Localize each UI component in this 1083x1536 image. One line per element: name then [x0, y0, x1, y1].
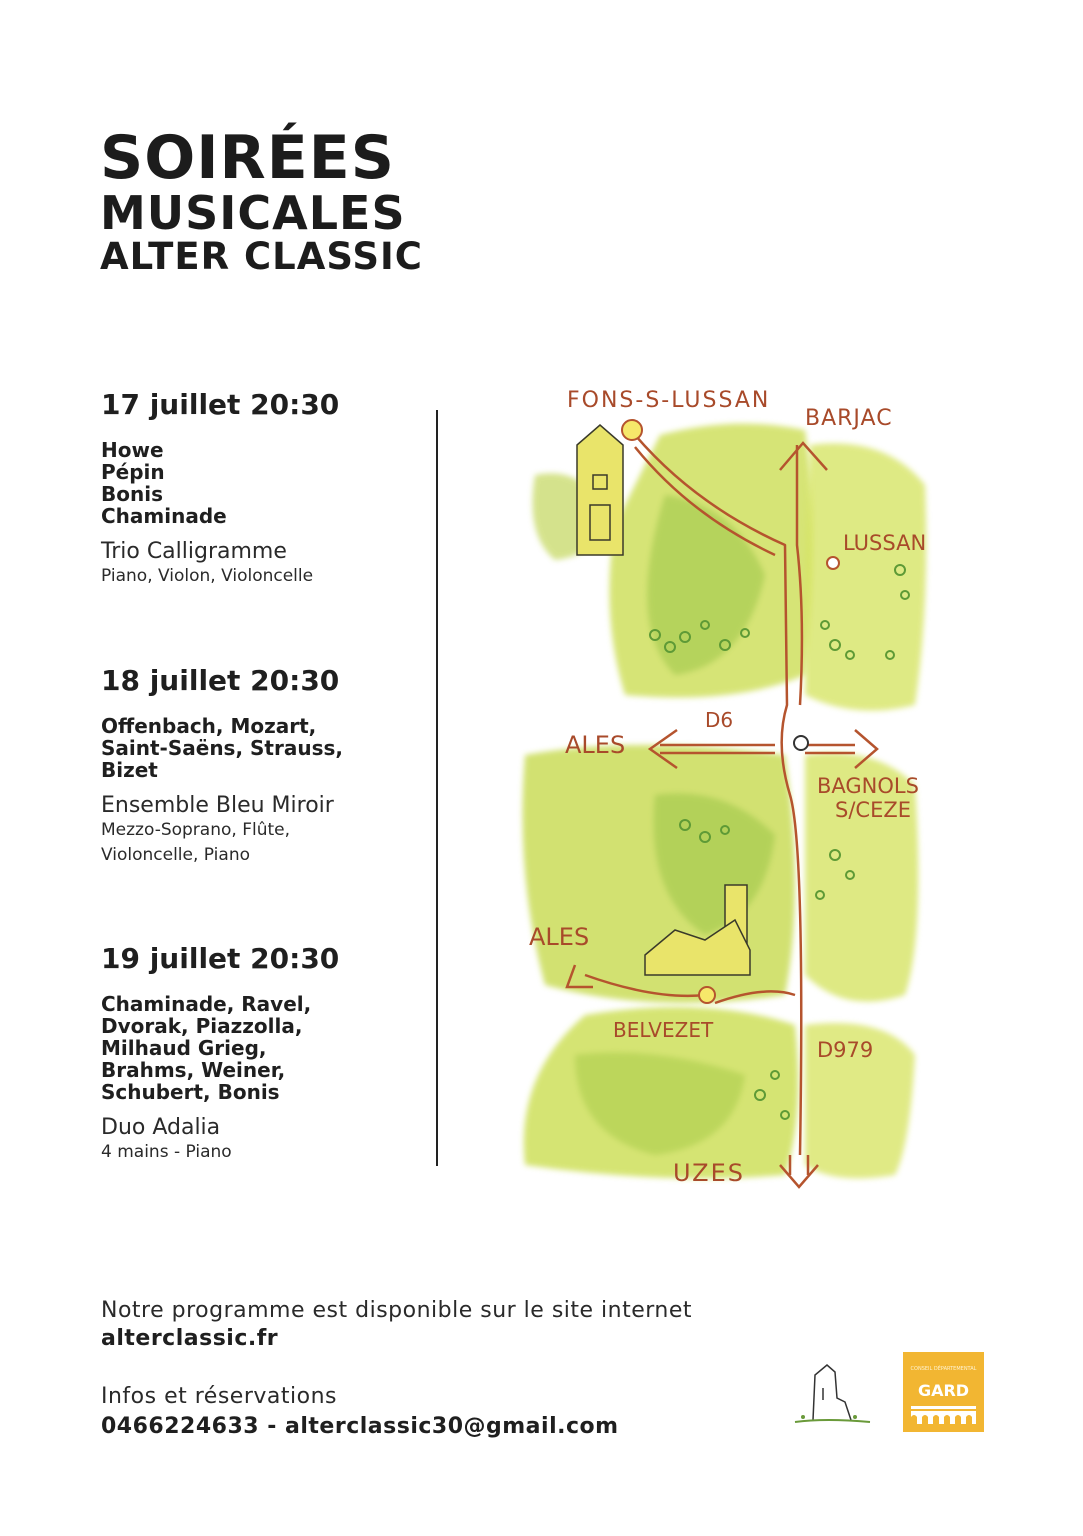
title-line-1: SOIRÉES: [100, 123, 395, 193]
gard-logo-subtitle: CONSEIL DÉPARTEMENTAL: [910, 1366, 977, 1372]
fons-marker: [622, 420, 642, 440]
divider-line: [436, 410, 438, 1166]
programme-text: Notre programme est disponible sur le site internet: [101, 1298, 693, 1323]
composer-line: Saint-Saëns, Strauss,: [101, 736, 343, 760]
event-date: 18 juillet 20:30: [101, 664, 340, 697]
label-d6: D6: [705, 708, 734, 732]
label-fons: FONS-S-LUSSAN: [567, 388, 771, 413]
event-2: [101, 664, 431, 868]
composer-line: Brahms, Weiner,: [101, 1058, 286, 1082]
label-belvezet: BELVEZET: [613, 1018, 714, 1042]
ensemble-name: Duo Adalia: [101, 1115, 221, 1140]
ensemble-name: Trio Calligramme: [101, 539, 287, 564]
instruments-line: Piano, Violon, Violoncelle: [101, 566, 314, 586]
composer-list: [101, 993, 431, 1103]
lussan-marker: [827, 557, 839, 569]
composer-line: Chaminade, Ravel,: [101, 992, 312, 1016]
website-link[interactable]: alterclassic.fr: [101, 1326, 279, 1351]
junction-marker: [794, 736, 808, 750]
event-1: [101, 388, 431, 589]
event-3: [101, 942, 431, 1165]
tower-logo: [785, 1360, 880, 1430]
composer-line: Offenbach, Mozart,: [101, 714, 317, 738]
contact-line[interactable]: 0466224633 - alterclassic30@gmail.com: [101, 1414, 619, 1439]
ensemble-name: Ensemble Bleu Miroir: [101, 793, 334, 818]
title-line-3: ALTER CLASSIC: [100, 235, 423, 278]
gard-logo-name: GARD: [917, 1381, 970, 1400]
composer-line: Pépin: [101, 460, 165, 484]
aqueduct-icon: [911, 1406, 976, 1424]
infos-label: Infos et réservations: [101, 1384, 337, 1409]
belvezet-marker: [699, 987, 715, 1003]
label-sceze: S/CEZE: [835, 798, 911, 822]
label-lussan: LUSSAN: [843, 531, 927, 555]
label-bagnols: BAGNOLS: [817, 774, 919, 798]
gard-logo: [903, 1352, 984, 1432]
composer-line: Bizet: [101, 758, 158, 782]
composer-line: Milhaud Grieg,: [101, 1036, 267, 1060]
instruments-line: Violoncelle, Piano: [101, 845, 250, 865]
event-date: 17 juillet 20:30: [101, 388, 340, 421]
label-barjac: BARJAC: [805, 406, 893, 431]
label-ales-top: ALES: [565, 731, 626, 759]
composer-line: Chaminade: [101, 504, 227, 528]
label-d979: D979: [817, 1038, 874, 1062]
label-uzes: UZES: [673, 1159, 745, 1187]
composer-list: [101, 439, 431, 527]
instruments-line: 4 mains - Piano: [101, 1142, 232, 1162]
route-map: [505, 375, 950, 1205]
composer-line: Bonis: [101, 482, 163, 506]
composer-line: Dvorak, Piazzolla,: [101, 1014, 303, 1038]
title-line-2: MUSICALES: [100, 186, 406, 240]
composer-list: [101, 715, 431, 781]
instruments-line: Mezzo-Soprano, Flûte,: [101, 820, 291, 840]
composer-line: Howe: [101, 438, 164, 462]
composer-line: Schubert, Bonis: [101, 1080, 280, 1104]
event-date: 19 juillet 20:30: [101, 942, 340, 975]
label-ales-bottom: ALES: [529, 923, 590, 951]
